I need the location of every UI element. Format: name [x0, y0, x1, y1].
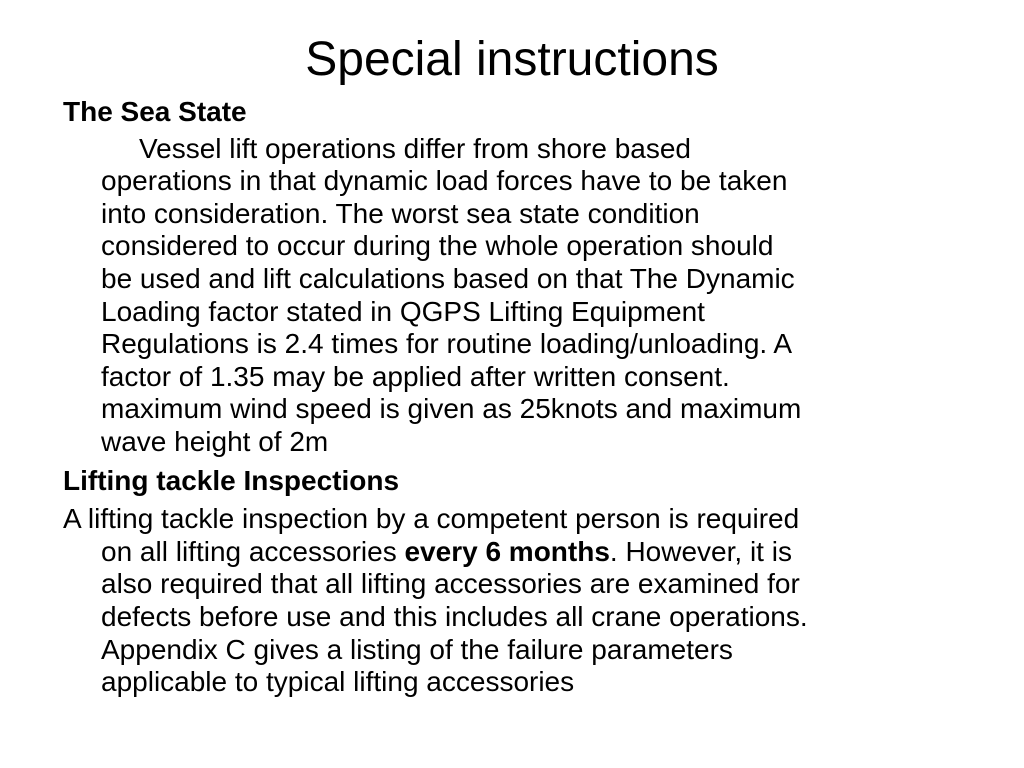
paragraph-line: considered to occur during the whole operation should — [101, 230, 774, 262]
text-run: . However, it is — [609, 535, 792, 567]
paragraph-line: applicable to typical lifting accessories — [101, 666, 575, 698]
paragraph-line: Loading factor stated in QGPS Lifting Equipment — [101, 295, 705, 327]
slide-content — [63, 96, 983, 699]
paragraph-line: wave height of 2m — [101, 425, 329, 457]
slide-title: Special instructions — [305, 33, 719, 86]
paragraph-line — [101, 536, 983, 569]
section-heading-sea-state: The Sea State — [63, 96, 247, 127]
paragraph-line: factor of 1.35 may be applied after written consent. — [101, 360, 730, 392]
paragraph-line: also required that all lifting accessories are examined for — [101, 568, 800, 600]
text-run: on all lifting accessories — [101, 535, 405, 567]
paragraph-line: Appendix C gives a listing of the failure parameters — [101, 633, 733, 665]
lifting-tackle-paragraph — [63, 503, 983, 699]
paragraph-line: into consideration. The worst sea state condition — [101, 197, 700, 229]
paragraph-line: maximum wind speed is given as 25knots and maximum — [101, 393, 802, 425]
paragraph-line: Regulations is 2.4 times for routine loading/unloading. A — [101, 328, 793, 360]
paragraph-line: be used and lift calculations based on that The Dynamic — [101, 262, 795, 294]
paragraph-line: operations in that dynamic load forces have to be taken — [101, 165, 788, 197]
paragraph-line: Vessel lift operations differ from shore based — [139, 132, 692, 164]
paragraph-line: A lifting tackle inspection by a competent person is required — [63, 503, 800, 535]
paragraph-line: defects before use and this includes all crane operations. — [101, 600, 808, 632]
sea-state-paragraph — [63, 133, 983, 459]
emphasis-every-6-months: every 6 months — [404, 535, 610, 567]
section-heading-lifting-tackle: Lifting tackle Inspections — [63, 464, 400, 496]
